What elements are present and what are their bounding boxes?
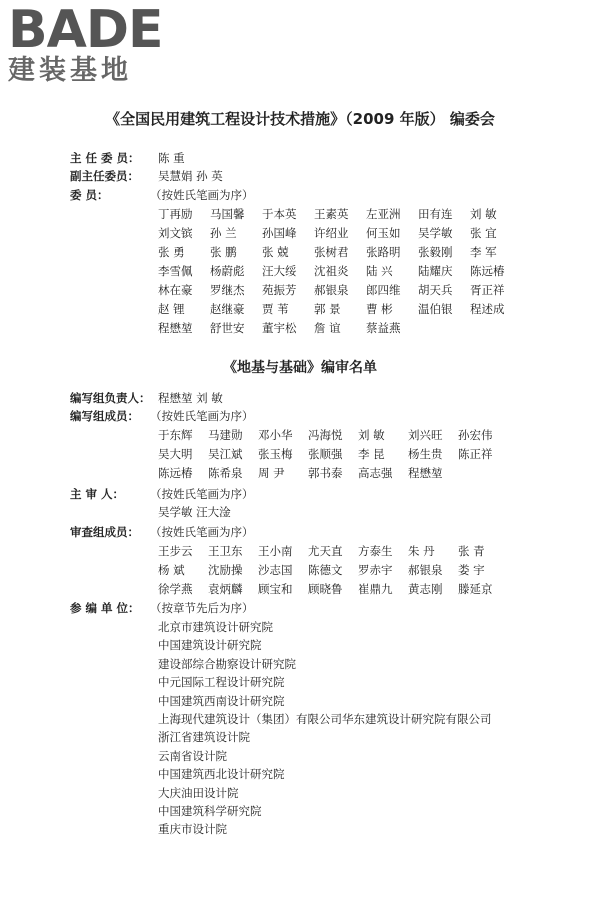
person-name: 郭 景 xyxy=(314,302,341,316)
units-list xyxy=(158,619,492,840)
person-name: 冯海悦 xyxy=(308,428,343,442)
person-name: 刘 敏 xyxy=(470,207,497,221)
members-label: 委 员： xyxy=(70,188,109,202)
person-name: 苑振芳 xyxy=(262,283,297,297)
person-name: 于本英 xyxy=(262,207,297,221)
chief-note: （按姓氏笔画为序） xyxy=(150,487,254,501)
person-name: 赵 锂 xyxy=(158,302,185,316)
person-name: 朱 丹 xyxy=(408,544,435,558)
person-name: 胥正祥 xyxy=(470,283,505,297)
person-name: 罗继杰 xyxy=(210,283,245,297)
person-name: 徐学燕 xyxy=(158,582,193,596)
person-name: 王卫东 xyxy=(208,544,243,558)
person-name: 张 鹏 xyxy=(210,245,237,259)
person-name: 林在豪 xyxy=(158,283,193,297)
person-name: 马建勋 xyxy=(208,428,243,442)
person-name: 孙 兰 xyxy=(210,226,237,240)
review-title: 《地基与基础》编审名单 xyxy=(223,360,377,376)
person-name: 顾晓鲁 xyxy=(308,582,343,596)
reviewers-note: （按姓氏笔画为序） xyxy=(150,525,254,539)
person-name: 张路明 xyxy=(366,245,401,259)
person-name: 舒世安 xyxy=(210,321,245,335)
person-name: 程述成 xyxy=(470,302,505,316)
person-name: 郝银泉 xyxy=(314,283,349,297)
participating-unit: 中国建筑西北设计研究院 xyxy=(158,767,285,782)
person-name: 董宇松 xyxy=(262,321,297,335)
person-name: 陈德文 xyxy=(308,563,343,577)
participating-unit: 上海现代建筑设计（集团）有限公司华东建筑设计研究院有限公司 xyxy=(158,711,492,726)
person-name: 程懋堃 xyxy=(408,466,443,480)
participating-unit: 云南省设计院 xyxy=(158,748,227,763)
person-name: 许绍业 xyxy=(314,226,349,240)
person-name: 刘 敏 xyxy=(358,428,385,442)
person-name: 左亚洲 xyxy=(366,207,401,221)
logo-wordmark: BADE xyxy=(8,0,163,60)
person-name: 张 宜 xyxy=(470,226,497,240)
bade-logo xyxy=(8,0,163,86)
person-name: 吴学敏 xyxy=(418,226,453,240)
writers-label: 编写组成员： xyxy=(70,409,139,423)
person-name: 张 青 xyxy=(458,544,485,558)
participating-unit: 北京市建筑设计研究院 xyxy=(158,620,273,634)
person-name: 吴江斌 xyxy=(208,447,243,461)
name-row xyxy=(158,427,508,446)
reviewers-label: 审查组成员： xyxy=(70,525,139,539)
participating-unit: 中国建筑西南设计研究院 xyxy=(158,693,285,708)
person-name: 曹 彬 xyxy=(366,302,393,316)
chief-reviewer-label: 主 审 人： xyxy=(70,487,125,501)
person-name: 蔡益燕 xyxy=(366,321,401,335)
person-name: 陆耀庆 xyxy=(418,264,453,278)
leader-label: 编写组负责人： xyxy=(70,391,151,405)
person-name: 郎四维 xyxy=(366,283,401,297)
participating-unit: 建设部综合勘察设计研究院 xyxy=(158,656,296,671)
person-name: 丁再励 xyxy=(158,207,193,221)
logo-subtitle: 建装基地 xyxy=(8,55,132,86)
participating-unit: 中国建筑设计研究院 xyxy=(158,638,262,653)
person-name: 郝银泉 xyxy=(408,563,443,577)
person-name: 孙宏伟 xyxy=(458,428,493,442)
person-name: 汪大绥 xyxy=(262,264,297,278)
person-name: 胡天兵 xyxy=(418,283,453,297)
person-name: 方泰生 xyxy=(358,544,393,558)
name-row xyxy=(158,263,522,282)
person-name: 刘兴旺 xyxy=(408,428,443,442)
person-name: 尤天直 xyxy=(308,544,343,558)
person-name: 顾宝和 xyxy=(258,582,293,596)
person-name: 贾 苇 xyxy=(262,302,289,316)
participating-unit: 重庆市设计院 xyxy=(158,822,227,837)
person-name: 程懋堃 xyxy=(158,321,193,335)
person-name: 罗赤宇 xyxy=(358,563,393,577)
leader-names: 程懋堃 刘 敏 xyxy=(158,391,223,405)
units-note: （按章节先后为序） xyxy=(150,601,254,615)
person-name: 王素英 xyxy=(314,207,349,221)
person-name: 张玉梅 xyxy=(258,447,293,461)
person-name: 马国馨 xyxy=(210,207,245,221)
name-row xyxy=(158,320,522,339)
person-name: 邓小华 xyxy=(258,428,293,442)
writers-note: （按姓氏笔画为序） xyxy=(150,409,254,423)
person-name: 高志强 xyxy=(358,466,393,480)
person-name: 张 兢 xyxy=(262,245,289,259)
person-name: 陈远椿 xyxy=(470,264,505,278)
name-row xyxy=(158,581,508,600)
vice-director-label: 副主任委员： xyxy=(70,169,139,183)
participating-unit: 浙江省建筑设计院 xyxy=(158,730,250,745)
person-name: 崔鼎九 xyxy=(358,582,393,596)
chief-reviewer-names: 吴学敏 汪大淦 xyxy=(158,505,231,519)
name-row xyxy=(158,206,522,225)
members-note: （按姓氏笔画为序） xyxy=(150,188,254,202)
person-name: 赵继豪 xyxy=(210,302,245,316)
name-row xyxy=(158,244,522,263)
person-name: 孙国峰 xyxy=(262,226,297,240)
committee-title: 《全国民用建筑工程设计技术措施》（2009 年版） 编委会 xyxy=(105,110,495,128)
person-name: 王步云 xyxy=(158,544,193,558)
participating-unit: 中元国际工程设计研究院 xyxy=(158,675,285,690)
director-label: 主 任 委 员： xyxy=(70,151,140,165)
name-row xyxy=(158,282,522,301)
name-row xyxy=(158,543,508,562)
person-name: 李 军 xyxy=(470,245,497,259)
members-grid xyxy=(158,206,522,339)
person-name: 张树君 xyxy=(314,245,349,259)
writers-grid xyxy=(158,427,508,484)
name-row xyxy=(158,225,522,244)
person-name: 周 尹 xyxy=(258,466,285,480)
person-name: 李 昆 xyxy=(358,447,385,461)
name-row xyxy=(158,465,508,484)
person-name: 吴大明 xyxy=(158,447,193,461)
person-name: 陆 兴 xyxy=(366,264,393,278)
person-name: 杨生贵 xyxy=(408,447,443,461)
reviewers-grid xyxy=(158,543,508,600)
person-name: 田有连 xyxy=(418,207,453,221)
person-name: 杨 斌 xyxy=(158,563,185,577)
name-row xyxy=(158,301,522,320)
person-name: 黄志刚 xyxy=(408,582,443,596)
committee-section xyxy=(70,150,570,340)
person-name: 于东辉 xyxy=(158,428,193,442)
person-name: 李雪佩 xyxy=(158,264,193,278)
person-name: 温伯银 xyxy=(418,302,453,316)
person-name: 陈远椿 xyxy=(158,466,193,480)
review-section xyxy=(70,390,580,850)
person-name: 王小南 xyxy=(258,544,293,558)
person-name: 何玉如 xyxy=(366,226,401,240)
name-row xyxy=(158,562,508,581)
person-name: 陈正祥 xyxy=(458,447,493,461)
person-name: 娄 宇 xyxy=(458,563,485,577)
units-label: 参 编 单 位： xyxy=(70,601,140,615)
person-name: 沈祖炎 xyxy=(314,264,349,278)
person-name: 沙志国 xyxy=(258,563,293,577)
person-name: 陈希泉 xyxy=(208,466,243,480)
person-name: 杨蔚彪 xyxy=(210,264,245,278)
vice-director-names: 吴慧娟 孙 英 xyxy=(158,169,223,183)
person-name: 张顺强 xyxy=(308,447,343,461)
person-name: 张 勇 xyxy=(158,245,185,259)
participating-unit: 中国建筑科学研究院 xyxy=(158,803,262,818)
person-name: 郭书泰 xyxy=(308,466,343,480)
name-row xyxy=(158,446,508,465)
person-name: 沈励操 xyxy=(208,563,243,577)
person-name: 张毅刚 xyxy=(418,245,453,259)
person-name: 滕延京 xyxy=(458,582,493,596)
person-name: 詹 谊 xyxy=(314,321,341,335)
person-name: 袁炳麟 xyxy=(208,582,243,596)
person-name: 刘文镔 xyxy=(158,226,193,240)
participating-unit: 大庆油田设计院 xyxy=(158,785,239,800)
director-name: 陈 重 xyxy=(158,151,185,165)
